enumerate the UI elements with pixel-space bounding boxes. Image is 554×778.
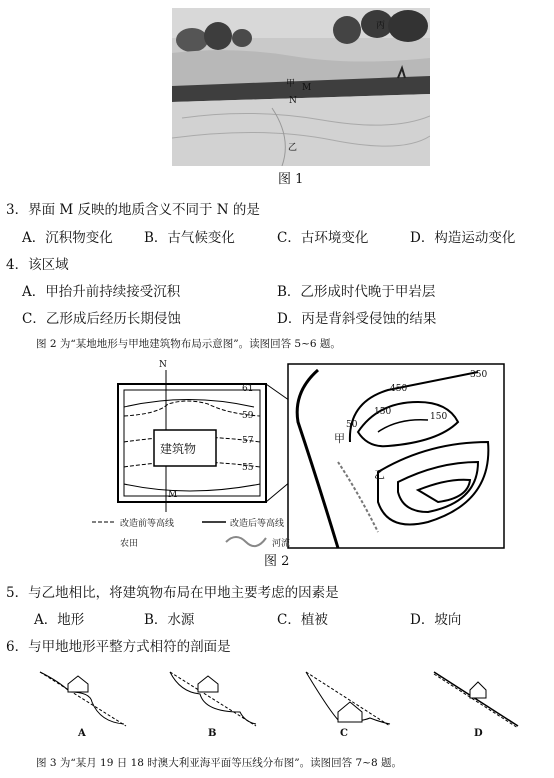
figure-2 [88, 362, 522, 570]
label-jia: 甲 [286, 79, 296, 89]
fig2-m-label: M [168, 490, 178, 500]
q6-stem: 6．与甲地地形平整方式相符的剖面是 [6, 639, 231, 655]
contour-55: 55 [242, 463, 254, 473]
fig1-caption: 图 1 [278, 172, 304, 187]
profile-a-drawing [40, 672, 126, 726]
q3-option-b[interactable]: B．古气候变化 [144, 230, 235, 246]
building-label: 建筑物 [160, 442, 197, 456]
profile-d-drawing [434, 672, 518, 728]
q5-stem: 5．与乙地相比，将建筑物布局在甲地主要考虑的因素是 [6, 585, 339, 601]
q3-option-c[interactable]: C．古环境变化 [277, 230, 369, 246]
q3-option-a[interactable]: A．沉积物变化 [22, 230, 113, 246]
fig2-n-label: N [159, 360, 167, 370]
q4-option-d[interactable]: D．丙是背斜受侵蚀的结果 [277, 311, 437, 327]
map-contour-450: 450 [390, 384, 408, 394]
map-contour-50: 50 [346, 420, 358, 430]
profile-d-label[interactable]: D [474, 728, 483, 739]
map-contour-350: 350 [470, 370, 488, 380]
fig2-caption: 图 2 [264, 554, 290, 569]
q5-option-c[interactable]: C．植被 [277, 612, 328, 628]
q5-option-d[interactable]: D．坡向 [410, 612, 462, 628]
contour-57: 57 [242, 436, 254, 446]
profiles-drawing [30, 662, 534, 742]
label-yi: 乙 [288, 143, 298, 153]
q4-option-a[interactable]: A．甲抬升前持续接受沉积 [22, 284, 181, 300]
figure-2-drawing [88, 362, 522, 570]
geology-photo [172, 8, 430, 166]
label-n: N [289, 96, 297, 106]
contour-61: 61 [242, 384, 254, 394]
profile-a-label[interactable]: A [78, 728, 86, 739]
q5-option-a[interactable]: A．地形 [34, 612, 85, 628]
profile-b-drawing [170, 672, 256, 726]
map-jia: 甲 [334, 432, 345, 445]
legend-before: 改造前等高线 [120, 519, 175, 529]
q4-option-b[interactable]: B．乙形成时代晚于甲岩层 [277, 284, 436, 300]
map-contour-150a: 150 [374, 407, 392, 417]
q3-stem: 3．界面 M 反映的地质含义不同于 N 的是 [6, 202, 260, 218]
fig2-intro: 图 2 为“某地地形与甲地建筑物布局示意图”。读图回答 5~6 题。 [36, 338, 341, 350]
profile-c-drawing [306, 672, 390, 726]
legend-after: 改造后等高线 [230, 519, 285, 529]
q4-stem: 4．该区域 [6, 257, 69, 273]
map-yi: 乙 [374, 468, 385, 481]
q3-option-d[interactable]: D．构造运动变化 [410, 230, 516, 246]
profiles [30, 662, 534, 742]
fig3-intro: 图 3 为“某月 19 日 18 时澳大利亚海平面等压线分布图”。读图回答 7~8 题。 [36, 757, 402, 769]
label-m: M [302, 83, 312, 93]
map-contour-150b: 150 [430, 412, 448, 422]
legend-paddy: 农田 [120, 539, 139, 549]
profile-b-label[interactable]: B [208, 728, 217, 739]
profile-c-label[interactable]: C [340, 728, 348, 739]
contour-59: 59 [242, 411, 254, 421]
label-bing: 丙 [376, 21, 386, 31]
q5-option-b[interactable]: B．水源 [144, 612, 195, 628]
q4-option-c[interactable]: C．乙形成后经历长期侵蚀 [22, 311, 181, 327]
photo-drawing [172, 8, 430, 166]
legend-river: 河流 [272, 539, 291, 549]
